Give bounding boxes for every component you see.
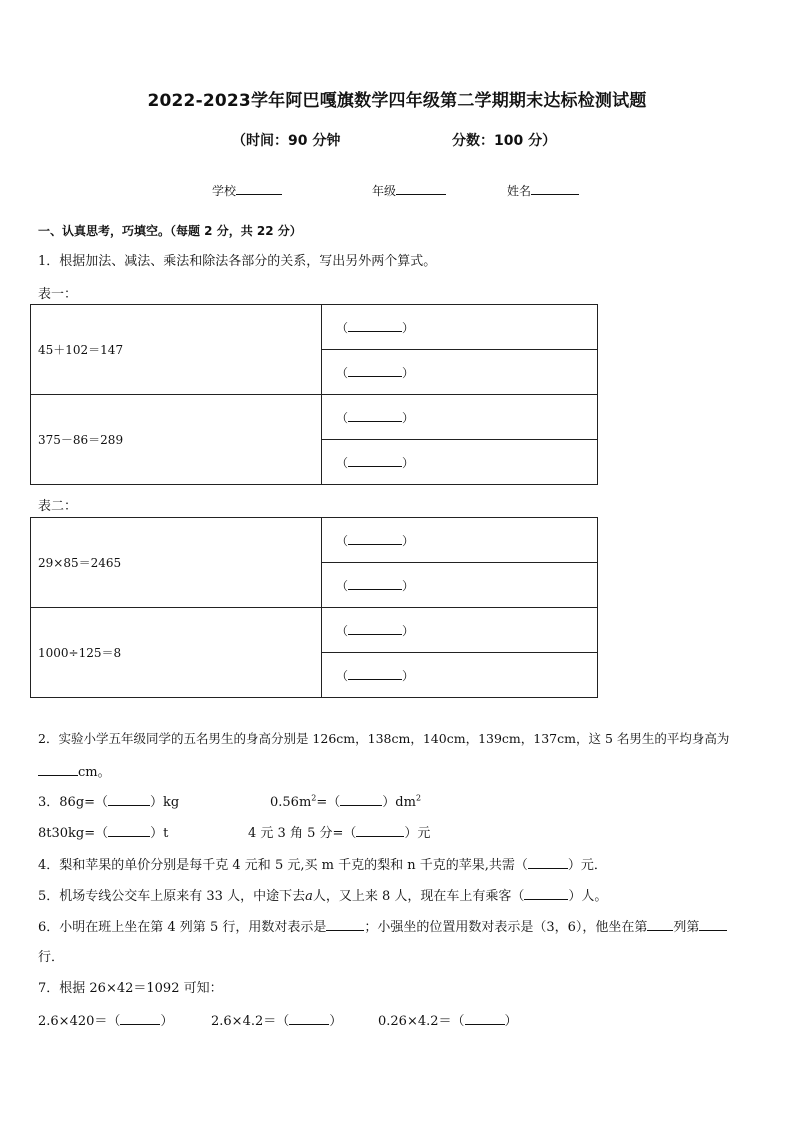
question-3c: 8t30kg=（ ）t	[38, 826, 169, 841]
exam-time: （时间：90 分钟	[232, 133, 341, 149]
question-6: 6．小明在班上坐在第 4 列第 5 行，用数对表示是 ；小强坐的位置用数对表示是（3，6），他坐在第 列第	[38, 916, 727, 935]
answer-cell[interactable]: （ ）	[322, 653, 598, 698]
q3a-blank[interactable]	[108, 793, 150, 806]
q3b-blank[interactable]	[340, 793, 382, 806]
answer-cell[interactable]: （ ）	[322, 563, 598, 608]
question-7b: 2.6×4.2＝（ ）	[211, 1014, 343, 1029]
question-4: 4．梨和苹果的单价分别是每千克 4 元和 5 元,买 m 千克的梨和 n 千克的苹果,共需（ ）元．	[38, 858, 607, 873]
table2-expression-2: 1000÷125＝8	[31, 608, 322, 698]
section-heading: 一、认真思考，巧填空。（每题 2 分，共 22 分）	[38, 224, 302, 238]
q7c-blank[interactable]	[465, 1012, 505, 1025]
school-blank[interactable]	[236, 182, 282, 195]
q4-blank[interactable]	[528, 856, 568, 869]
question-5: 5．机场专线公交车上原来有 33 人，中途下去a人，又上来 8 人，现在车上有乘客（ ）人。	[38, 889, 608, 904]
answer-blank[interactable]	[348, 364, 402, 377]
answer-blank[interactable]	[348, 319, 402, 332]
answer-blank[interactable]	[348, 409, 402, 422]
q5-blank[interactable]	[524, 887, 568, 900]
question-7: 7．根据 26×42＝1092 可知：	[38, 981, 223, 996]
answer-cell[interactable]: （ ）	[322, 350, 598, 395]
question-2: 2．实验小学五年级同学的五名男生的身高分别是 126cm，138cm，140cm，139cm，137cm，这 5 名男生的平均身高为	[38, 731, 730, 746]
grade-field[interactable]	[372, 182, 446, 199]
school-field[interactable]	[212, 182, 282, 199]
q2-blank[interactable]	[38, 763, 78, 776]
answer-blank[interactable]	[348, 667, 402, 680]
answer-cell[interactable]: （ ）	[322, 608, 598, 653]
question-3b: $0.56m^2=$（ ）$dm^2$	[270, 793, 422, 810]
question-3a: 3．86g=（ ）kg	[38, 795, 180, 810]
name-blank[interactable]	[531, 182, 579, 195]
school-label: 学校	[212, 184, 237, 198]
answer-blank[interactable]	[348, 622, 402, 635]
table2-label: 表二：	[38, 499, 78, 514]
table1-expression-2: 375－86＝289	[31, 395, 322, 485]
question-6-tail: 行．	[38, 950, 65, 965]
question-1: 1．根据加法、减法、乘法和除法各部分的关系，写出另外两个算式。	[38, 254, 437, 269]
q6-blank-col[interactable]	[647, 918, 673, 931]
q6-blank-pair[interactable]	[326, 918, 364, 931]
answer-cell[interactable]: （ ）	[322, 395, 598, 440]
answer-cell[interactable]: （ ）	[322, 305, 598, 350]
table1-label: 表一：	[38, 287, 78, 302]
q3c-blank[interactable]	[108, 824, 150, 837]
name-label: 姓名	[507, 184, 532, 198]
q7a-blank[interactable]	[120, 1012, 160, 1025]
question-2-answer[interactable]: cm。	[38, 761, 111, 780]
name-field[interactable]	[507, 182, 579, 199]
question-3d: 4 元 3 角 5 分=（ ）元	[248, 826, 431, 841]
answer-blank[interactable]	[348, 454, 402, 467]
exam-score: 分数：100 分）	[452, 133, 557, 149]
answer-blank[interactable]	[348, 577, 402, 590]
q7b-blank[interactable]	[289, 1012, 329, 1025]
page-title: 2022-2023学年阿巴嘎旗数学四年级第二学期期末达标检测试题	[147, 91, 647, 111]
grade-blank[interactable]	[396, 182, 446, 195]
question-7a: 2.6×420＝（ ）	[38, 1014, 174, 1029]
answer-blank[interactable]	[348, 532, 402, 545]
table-2	[30, 517, 598, 698]
answer-cell[interactable]: （ ）	[322, 440, 598, 485]
table2-expression-1: 29×85＝2465	[31, 518, 322, 608]
grade-label: 年级	[372, 184, 397, 198]
table1-expression-1: 45＋102＝147	[31, 305, 322, 395]
q6-blank-row[interactable]	[699, 918, 727, 931]
question-7c: 0.26×4.2＝（ ）	[378, 1014, 518, 1029]
q3d-blank[interactable]	[356, 824, 404, 837]
answer-cell[interactable]: （ ）	[322, 518, 598, 563]
table-1	[30, 304, 598, 485]
